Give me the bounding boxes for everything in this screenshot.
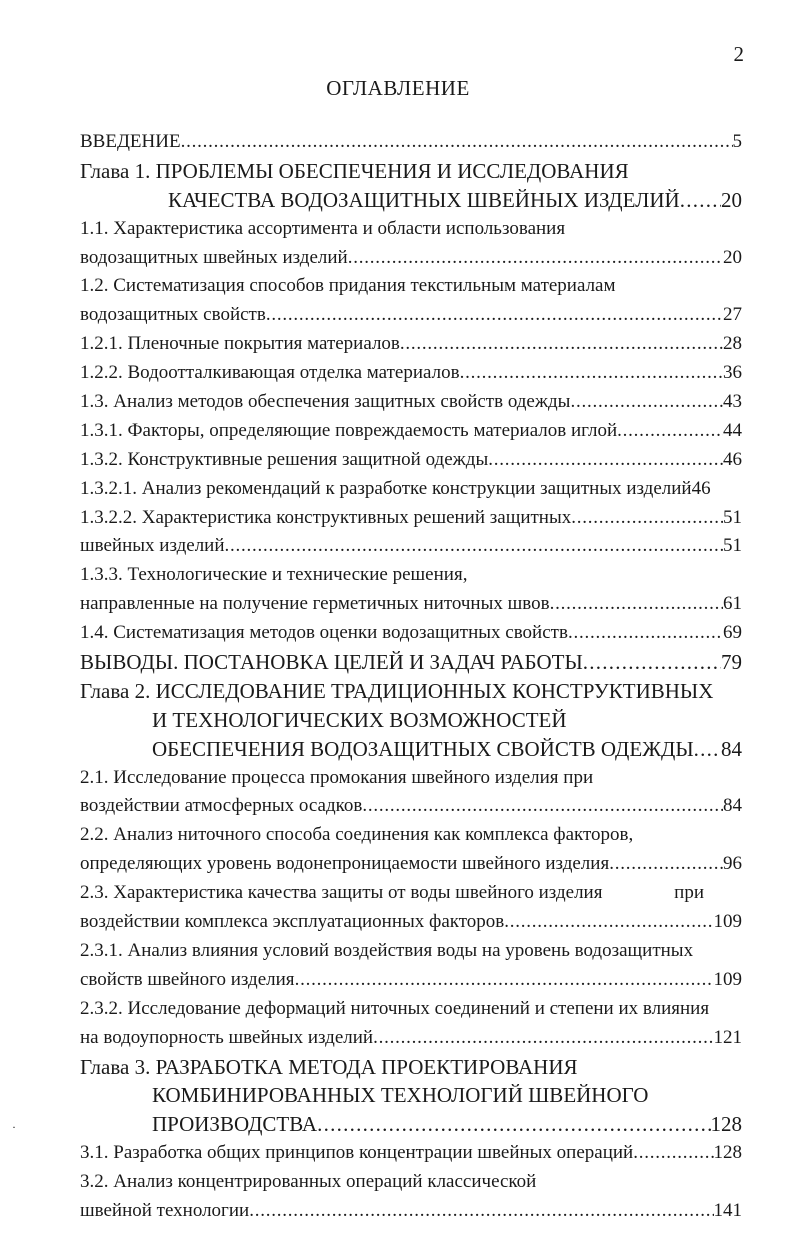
toc-entry <box>80 504 742 533</box>
toc-entry <box>80 706 742 735</box>
toc-entry <box>80 908 742 937</box>
toc-entry <box>80 1197 742 1226</box>
toc-entry <box>80 186 742 215</box>
toc-entry-text: 2.3.1. Анализ влияния условий воздействия воды на уровень водозащитных <box>80 939 694 961</box>
toc-entry-text: на водоупорность швейных изделий <box>80 1026 374 1048</box>
toc-entry-page: 61 <box>723 593 742 615</box>
toc-entry-text: швейных изделий <box>80 535 225 557</box>
toc-entry-text: ОБЕСПЕЧЕНИЯ ВОДОЗАЩИТНЫХ СВОЙСТВ ОДЕЖДЫ <box>152 736 694 761</box>
leader-dots <box>362 792 723 821</box>
toc-entry-text: 1.3.1. Факторы, определяющие повреждаемость материалов иглой <box>80 419 618 441</box>
toc-entry-text: 2.2. Анализ ниточного способа соединения как комплекса факторов, <box>80 824 634 846</box>
toc-entry <box>80 1081 742 1110</box>
toc-entry <box>80 128 742 157</box>
toc-entry-page: 128 <box>710 1112 742 1137</box>
table-of-contents <box>80 128 742 1226</box>
toc-entry-text: воздействии комплекса эксплуатационных факторов <box>80 911 505 933</box>
toc-entry <box>80 879 742 908</box>
toc-entry-text: И ТЕХНОЛОГИЧЕСКИХ ВОЗМОЖНОСТЕЙ <box>152 707 567 732</box>
toc-entry <box>80 475 742 504</box>
toc-entry <box>80 1110 742 1139</box>
leader-dots <box>570 388 723 417</box>
toc-entry-text: 3.2. Анализ концентрированных операций классической <box>80 1171 537 1193</box>
leader-dots <box>348 244 723 273</box>
toc-entry-text: свойств швейного изделия <box>80 968 295 990</box>
leader-dots <box>295 966 714 995</box>
toc-entry-page: 128 <box>713 1142 742 1164</box>
toc-entry-text: 2.3.2. Исследование деформаций ниточных соединений и степени их влияния <box>80 997 710 1019</box>
toc-entry-text: определяющих уровень водонепроницаемости швейного изделия <box>80 853 610 875</box>
margin-speck: · <box>12 1120 16 1134</box>
toc-entry-text: швейной технологии <box>80 1199 250 1221</box>
toc-entry <box>80 590 742 619</box>
toc-entry-page: 79 <box>721 650 742 675</box>
toc-entry-text: 2.3. Характеристика качества защиты от воды швейного изделия <box>80 882 603 904</box>
toc-entry <box>80 1168 742 1197</box>
toc-entry-page: 43 <box>723 391 742 413</box>
toc-entry-page: 141 <box>713 1199 742 1221</box>
leader-dots <box>488 446 723 475</box>
toc-entry-text: 1.3. Анализ методов обеспечения защитных свойств одежды <box>80 391 571 413</box>
toc-entry-page: 84 <box>723 795 742 817</box>
toc-entry-text: воздействии атмосферных осадков <box>80 795 363 817</box>
leader-dots <box>609 850 723 879</box>
toc-entry-text: 1.1. Характеристика ассортимента и области использования <box>80 217 566 239</box>
leader-dots <box>694 735 721 764</box>
toc-entry <box>80 1024 742 1053</box>
toc-entry <box>80 995 742 1024</box>
toc-entry <box>80 1053 742 1082</box>
leader-dots <box>504 908 713 937</box>
toc-entry <box>80 1139 742 1168</box>
toc-entry-text: Глава 2. ИССЛЕДОВАНИЕ ТРАДИЦИОННЫХ КОНСТРУКТИВНЫХ <box>80 678 714 703</box>
toc-entry-text: КОМБИНИРОВАННЫХ ТЕХНОЛОГИЙ ШВЕЙНОГО <box>152 1083 649 1108</box>
toc-entry-page: 69 <box>723 622 742 644</box>
toc-entry <box>80 301 742 330</box>
toc-entry <box>80 388 742 417</box>
toc-entry-text: 1.3.2. Конструктивные решения защитной одежды <box>80 448 489 470</box>
toc-entry <box>80 561 742 590</box>
toc-entry-page: 36 <box>723 362 742 384</box>
leader-dots <box>568 619 723 648</box>
toc-entry <box>80 532 742 561</box>
toc-entry-page: 46 <box>723 448 742 470</box>
toc-entry-page: 27 <box>723 304 742 326</box>
toc-entry <box>80 821 742 850</box>
toc-entry <box>80 764 742 793</box>
toc-entry <box>80 966 742 995</box>
toc-entry-text: 1.4. Систематизация методов оценки водозащитных свойств <box>80 622 568 644</box>
leader-dots <box>181 128 733 157</box>
toc-entry-page: 20 <box>721 187 742 212</box>
toc-entry-page: 84 <box>721 736 742 761</box>
toc-entry <box>80 648 742 677</box>
toc-entry-text: Глава 3. РАЗРАБОТКА МЕТОДА ПРОЕКТИРОВАНИЯ <box>80 1054 578 1079</box>
toc-entry <box>80 677 742 706</box>
toc-entry <box>80 359 742 388</box>
leader-dots <box>617 417 723 446</box>
toc-entry-text: КАЧЕСТВА ВОДОЗАЩИТНЫХ ШВЕЙНЫХ ИЗДЕЛИЙ <box>168 187 680 212</box>
toc-entry-text: направленные на получение герметичных ниточных швов <box>80 593 550 615</box>
toc-entry-text: 1.2.2. Водоотталкивающая отделка материалов <box>80 362 460 384</box>
page-number: 2 <box>733 42 744 66</box>
toc-entry <box>80 735 742 764</box>
toc-entry-page: 51 <box>723 535 742 557</box>
leader-dots <box>373 1024 713 1053</box>
toc-entry-text: 2.1. Исследование процесса промокания швейного изделия при <box>80 766 594 788</box>
toc-entry <box>80 446 742 475</box>
toc-entry <box>80 619 742 648</box>
toc-entry-page: 96 <box>723 853 742 875</box>
leader-dots <box>225 532 723 561</box>
toc-entry <box>80 272 742 301</box>
toc-entry-text: ПРОИЗВОДСТВА <box>152 1112 318 1137</box>
toc-entry-page: 5 <box>732 131 742 152</box>
toc-entry-text: Глава 1. ПРОБЛЕМЫ ОБЕСПЕЧЕНИЯ И ИССЛЕДОВАНИЯ <box>80 158 629 183</box>
toc-entry-page: 44 <box>723 419 742 441</box>
toc-entry <box>80 850 742 879</box>
leader-dots <box>249 1197 713 1226</box>
leader-dots <box>317 1110 710 1139</box>
toc-entry-page: 121 <box>713 1026 742 1048</box>
leader-dots <box>633 1139 713 1168</box>
leader-dots <box>583 648 721 677</box>
toc-entry-page: 20 <box>723 246 742 268</box>
toc-entry <box>80 215 742 244</box>
toc-entry-text: водозащитных швейных изделий <box>80 246 348 268</box>
toc-entry-text: водозащитных свойств <box>80 304 266 326</box>
toc-entry-text: 1.3.3. Технологические и технические решения, <box>80 564 468 586</box>
toc-entry <box>80 157 742 186</box>
toc-entry-text: 1.2.1. Пленочные покрытия материалов <box>80 333 400 355</box>
toc-heading: ОГЛАВЛЕНИЕ <box>326 76 470 100</box>
toc-entry-page: 51 <box>723 506 742 528</box>
toc-entry-text: ВЫВОДЫ. ПОСТАНОВКА ЦЕЛЕЙ И ЗАДАЧ РАБОТЫ <box>80 650 583 675</box>
toc-entry <box>80 244 742 273</box>
toc-entry-page: 109 <box>713 968 742 990</box>
toc-entry-page: 28 <box>723 333 742 355</box>
leader-dots <box>266 301 723 330</box>
leader-dots <box>680 186 721 215</box>
leader-dots <box>571 504 723 533</box>
toc-entry-text-end: при <box>674 882 704 904</box>
toc-entry <box>80 937 742 966</box>
toc-entry-text: 1.3.2.1. Анализ рекомендаций к разработке конструкции защитных изделий46 <box>80 477 711 499</box>
leader-dots <box>460 359 723 388</box>
toc-entry-text: 3.1. Разработка общих принципов концентрации швейных операций <box>80 1142 634 1164</box>
toc-entry <box>80 792 742 821</box>
leader-dots <box>550 590 723 619</box>
toc-entry-page: 109 <box>713 911 742 933</box>
toc-entry-text: ВВЕДЕНИЕ <box>80 131 181 152</box>
toc-entry-text: 1.3.2.2. Характеристика конструктивных решений защитных <box>80 506 572 528</box>
toc-entry <box>80 330 742 359</box>
leader-dots <box>400 330 723 359</box>
toc-entry <box>80 417 742 446</box>
toc-entry-text: 1.2. Систематизация способов придания текстильным материалам <box>80 275 616 297</box>
